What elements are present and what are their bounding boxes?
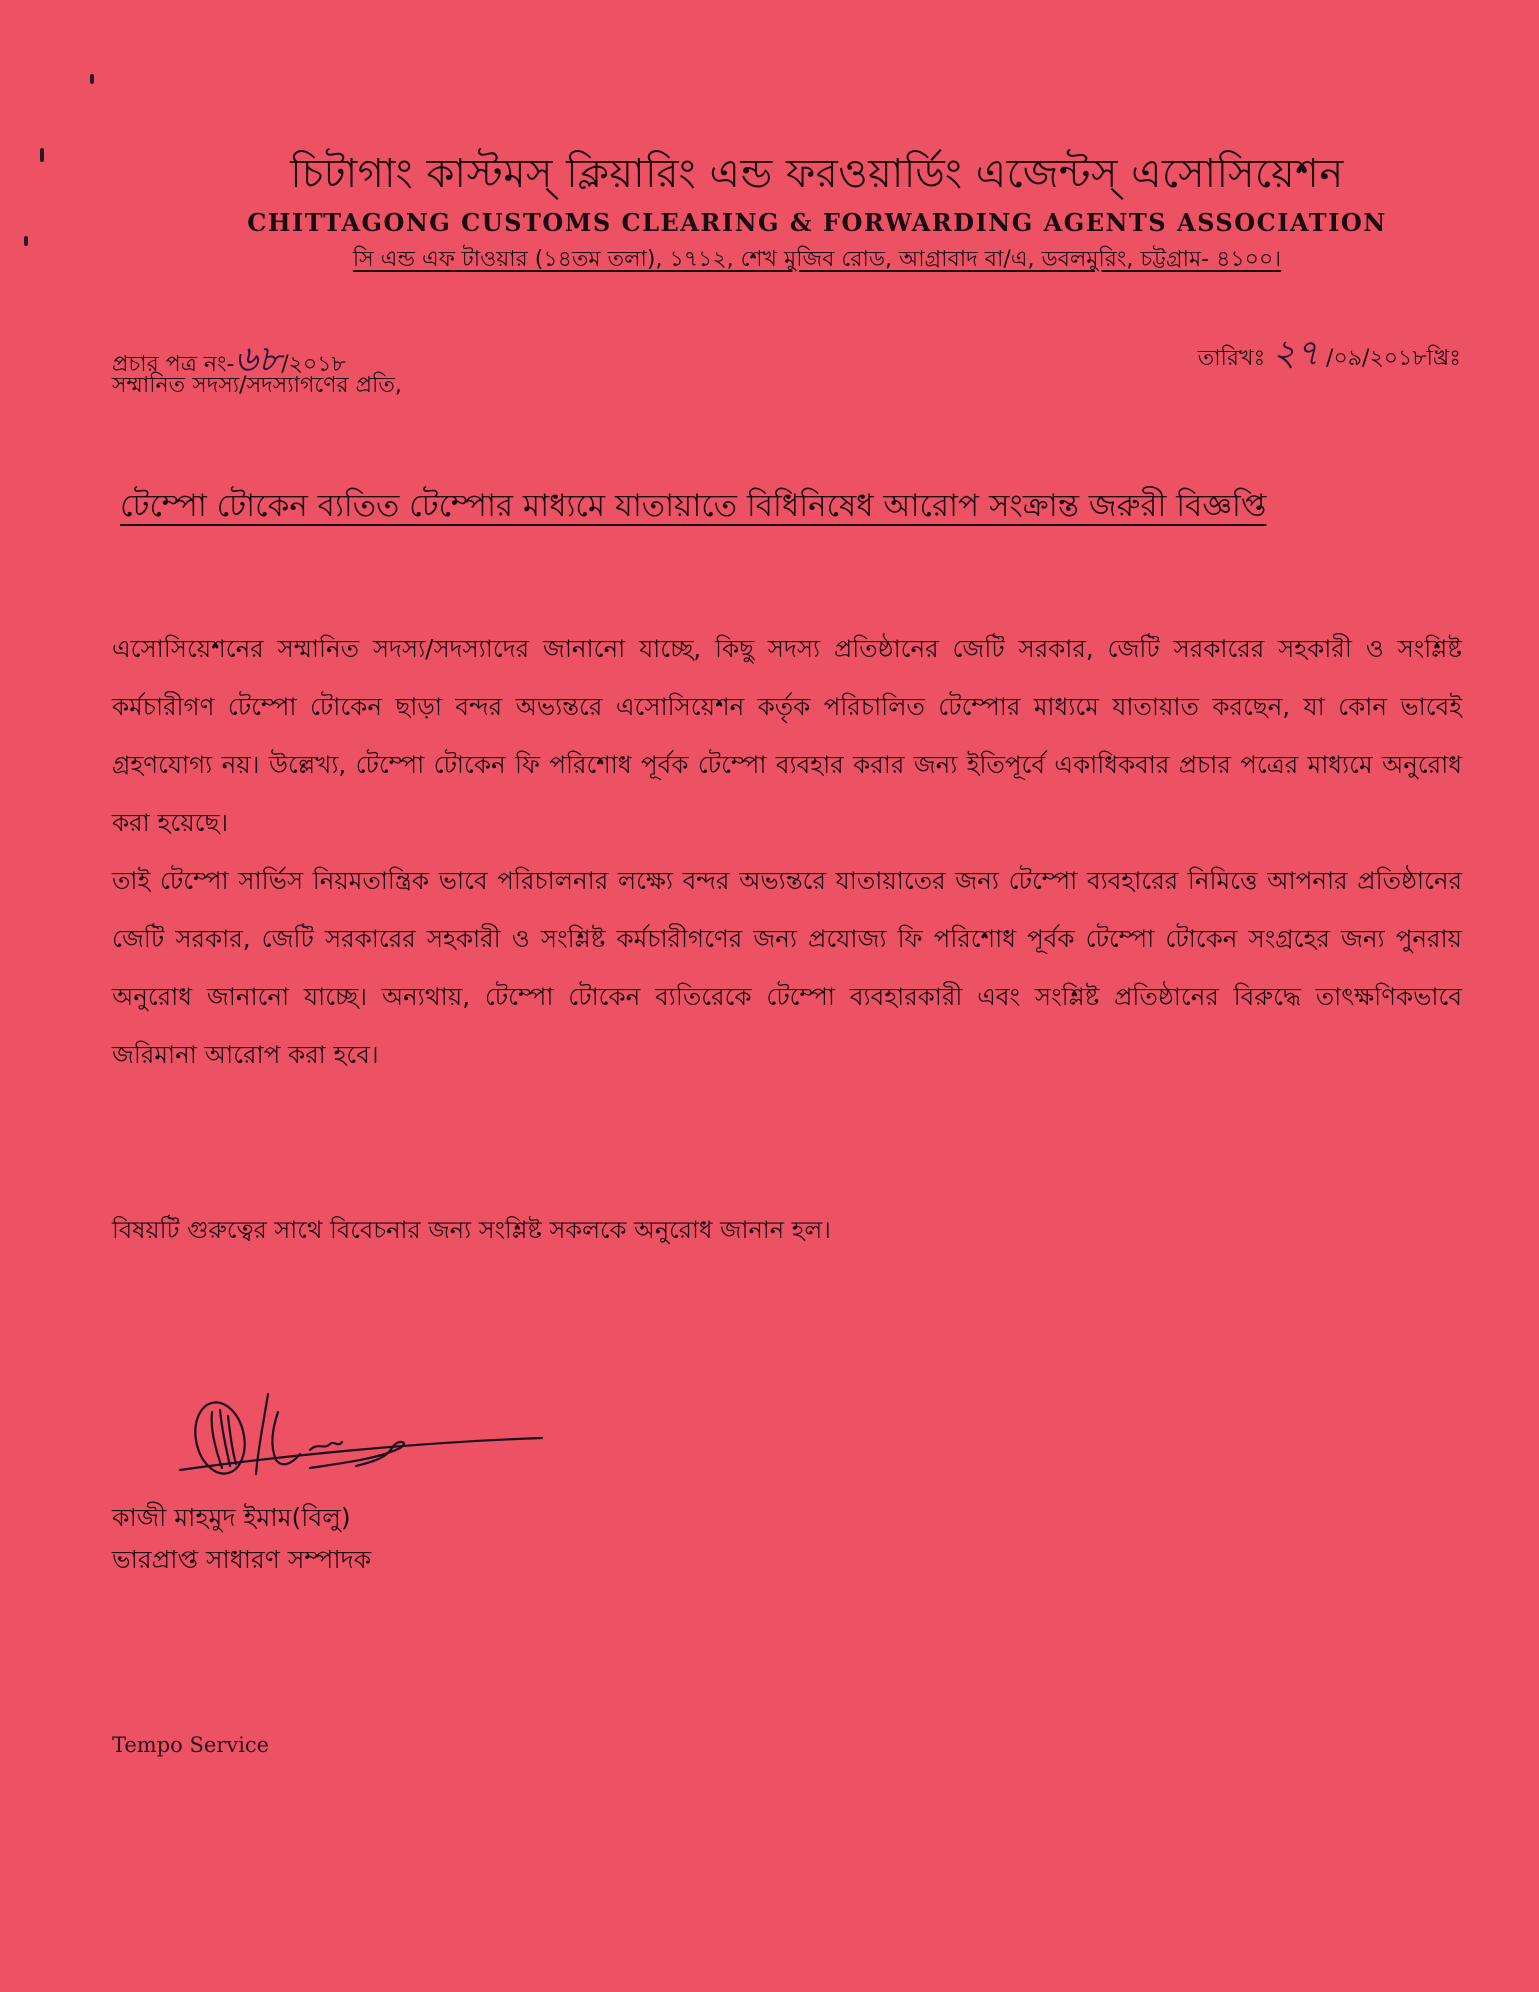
footer-note: Tempo Service xyxy=(112,1733,270,1757)
subject-text: টেম্পো টোকেন ব্যতিত টেম্পোর মাধ্যমে যাতায়াতে বিধিনিষেধ আরোপ সংক্রান্ত জরুরী বিজ্ঞপ্তি xyxy=(120,488,1267,524)
reference-year: /২০১৮ xyxy=(281,352,346,377)
signer-title: ভারপ্রাপ্ত সাধারণ সম্পাদক xyxy=(112,1545,372,1574)
date-label: তারিখঃ xyxy=(1197,346,1266,371)
subject-heading xyxy=(120,482,1420,534)
body-paragraph-1: এসোসিয়েশনের সম্মানিত সদস্য/সদস্যাদের জানানো যাচ্ছে, কিছু সদস্য প্রতিষ্ঠানের জেটি সরকার, জেটি সরকারের সহকারী ও সংশ্লিষ্ট কর্মচারীগণ টেম্পো টোকেন ছাড়া বন্দর অভ্যন্তরে এসোসিয়েশন কর্তৃক পরিচালিত টেম্পোর মাধ্যমে যাতায়াত করছেন, যা কোন ভাবেই গ্রহণযোগ্য নয়। উল্লেখ্য, টেম্পো টোকেন ফি পরিশোধ পূর্বক টেম্পো ব্যবহার করার জন্য ইতিপূর্বে একাধিকবার প্রচার পত্রের মাধ্যমে অনুরোধ করা হয়েছে। xyxy=(112,634,1462,837)
letterhead-name-bangla: চিটাগাং কাস্টমস্ ক্লিয়ারিং এন্ড ফরওয়ার্ডিং এজেন্টস্ এসোসিয়েশন xyxy=(290,151,1344,197)
reference-prefix: প্রচার পত্র নং- xyxy=(112,352,235,377)
date-day-handwritten: ২৭ xyxy=(1272,333,1320,374)
date-rest: /০৯/২০১৮খ্রিঃ xyxy=(1326,346,1461,371)
letterhead-name-english: CHITTAGONG CUSTOMS CLEARING & FORWARDING AGENTS ASSOCIATION xyxy=(247,208,1387,237)
letterhead-address xyxy=(0,242,1539,279)
reference-number-handwritten: ৬৮ xyxy=(234,339,282,380)
scan-mark xyxy=(90,74,94,84)
body-paragraph-2: তাই টেম্পো সার্ভিস নিয়মতান্ত্রিক ভাবে পরিচালনার লক্ষ্যে বন্দর অভ্যন্তরে যাতায়াতের জন্য টেম্পো ব্যবহারের নিমিত্তে আপনার প্রতিষ্ঠানের জেটি সরকার, জেটি সরকারের সহকারী ও সংশ্লিষ্ট কর্মচারীগণের জন্য প্রযোজ্য ফি পরিশোধ পূর্বক টেম্পো টোকেন সংগ্রহের জন্য পুনরায় অনুরোধ জানানো যাচ্ছে। অন্যথায়, টেম্পো টোকেন ব্যতিরেকে টেম্পো ব্যবহারকারী এবং সংশ্লিষ্ট প্রতিষ্ঠানের বিরুদ্ধে তাৎক্ষণিকভাবে জরিমানা আরোপ করা হবে। xyxy=(112,866,1462,1069)
letter-body xyxy=(112,620,1462,1084)
signer-name: কাজী মাহমুদ ইমাম(বিলু) xyxy=(112,1503,351,1532)
circular-date xyxy=(1198,326,1461,386)
address-text: সি এন্ড এফ টাওয়ার (১৪তম তলা), ১৭১২, শেখ মুজিব রোড, আগ্রাবাদ বা/এ, ডবলমুরিং, চট্টগ্রাম- ৪১০০। xyxy=(352,247,1282,272)
closing-line: বিষয়টি গুরুত্বের সাথে বিবেচনার জন্য সংশ্লিষ্ট সকলকে অনুরোধ জানান হল। xyxy=(112,1216,831,1244)
greeting: সম্মানিত সদস্য/সদস্যাগণের প্রতি, xyxy=(112,373,402,398)
